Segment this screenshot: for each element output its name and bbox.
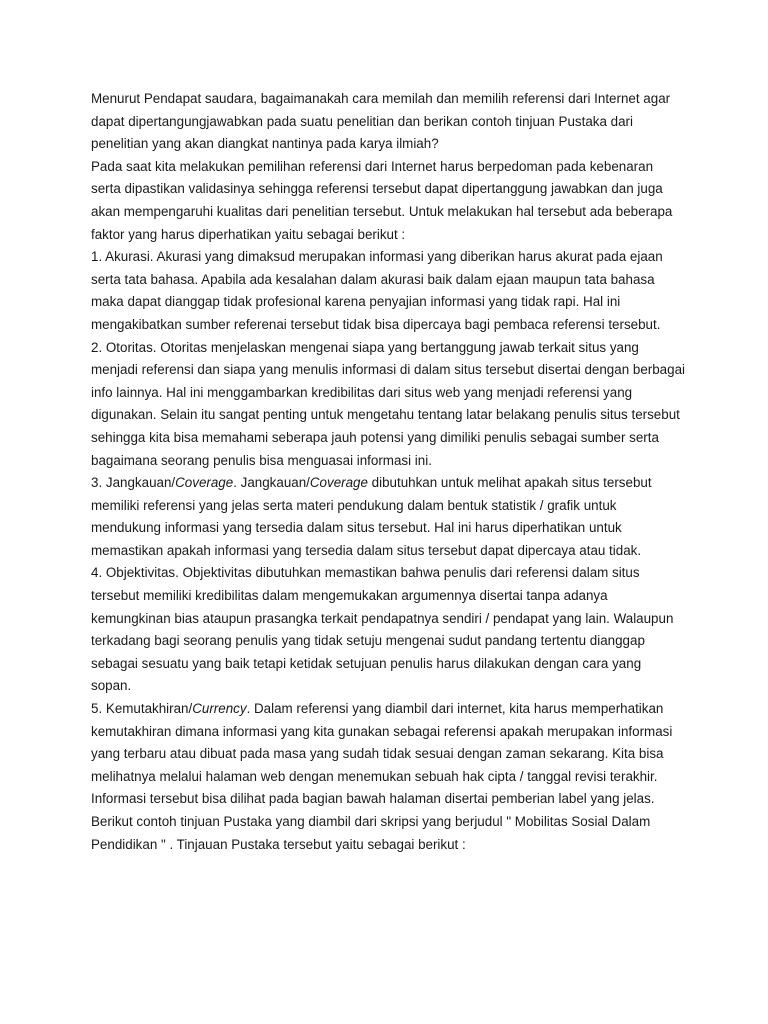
list-item-accuracy bbox=[91, 246, 685, 336]
item-lead: 1. Akurasi. bbox=[91, 249, 154, 265]
question-paragraph: Menurut Pendapat saudara, bagaimanakah cara memilah dan memilih referensi dari Internet agar dapat dipertangungjawabkan pada suatu penelitian dan berikan contoh tinjuan Pustaka dari penelitian yang akan diangkat nantinya pada karya ilmiah? bbox=[91, 91, 671, 152]
list-item-coverage bbox=[91, 472, 685, 562]
item-lead: 3. Jangkauan/ bbox=[91, 475, 176, 491]
item-body-a: . Jangkauan/ bbox=[233, 475, 310, 491]
list-item-currency bbox=[91, 698, 685, 811]
item-body: Otoritas menjelaskan mengenai siapa yang bertanggung jawab terkait situs yang menjadi referensi dan siapa yang menulis informasi di dalam situs tersebut disertai dengan berbagai info lainnya. Hal ini menggambarkan kredibilitas dari situs web yang menjadi referensi yang digunakan. Selain itu sangat penting untuk mengetahu tentang latar belakang penulis situs tersebut sehingga kita bisa memahami seberapa jauh potensi yang dimiliki penulis sebagai sumber serta bagaimana seorang penulis bisa menguasai informasi ini. bbox=[91, 339, 685, 468]
document-page bbox=[91, 88, 685, 856]
item-body: Objektivitas dibutuhkan memastikan bahwa penulis dari referensi dalam situs tersebut memiliki kredibilitas dalam mengemukakan argumennya disertai tanpa adanya kemungkinan bias ataupun prasangka terkait pendapatnya sendiri / pendapat yang lain. Walaupun terkadang bagi seorang penulis yang tidak setuju mengenai sudut pandang tertentu dianggap sebagai sesuatu yang baik tetapi ketidak setujuan penulis harus dilakukan dengan cara yang sopan. bbox=[91, 565, 674, 694]
item-lead: 5. Kemutakhiran/ bbox=[91, 701, 193, 717]
item-lead-italic: Coverage bbox=[175, 475, 234, 491]
item-lead-italic: Currency bbox=[192, 701, 247, 717]
item-lead: 4. Objektivitas. bbox=[91, 565, 179, 581]
item-body-italic: Coverage bbox=[309, 475, 368, 491]
list-item-objectivity bbox=[91, 562, 685, 698]
intro-paragraph: Pada saat kita melakukan pemilihan referensi dari Internet harus berpedoman pada kebenaran serta dipastikan validasinya sehingga referensi tersebut dapat dipertanggung jawabkan dan juga akan mempengaruhi kualitas dari penelitian tersebut. Untuk melakukan hal tersebut ada beberapa faktor yang harus diperhatikan yaitu sebagai berikut : bbox=[91, 158, 673, 242]
item-body: dibutuhkan untuk melihat apakah situs tersebut memiliki referensi yang jelas serta materi pendukung dalam bentuk statistik / grafik untuk mendukung informasi yang tersedia dalam situs tersebut. Hal ini harus diperhatikan untuk memastikan apakah informasi yang tersedia dalam situs tersebut dapat dipercaya atau tidak. bbox=[91, 475, 652, 558]
closing-paragraph: Berikut contoh tinjuan Pustaka yang diambil dari skripsi yang berjudul " Mobilitas Sosial Dalam Pendidikan " . Tinjauan Pustaka tersebut yaitu sebagai berikut : bbox=[91, 814, 651, 852]
list-item-authority bbox=[91, 337, 685, 473]
item-body: Akurasi yang dimaksud merupakan informasi yang diberikan harus akurat pada ejaan serta tata bahasa. Apabila ada kesalahan dalam akurasi baik dalam ejaan maupun tata bahasa maka dapat dianggap tidak profesional karena penyajian informasi yang tidak rapi. Hal ini mengakibatkan sumber referenai tersebut tidak bisa dipercaya bagi pembaca referensi tersebut. bbox=[91, 249, 663, 332]
item-body: . Dalam referensi yang diambil dari internet, kita harus memperhatikan kemutakhiran dimana informasi yang kita gunakan sebagai referensi apakah merupakan informasi yang terbaru atau dibuat pada masa yang sudah tidak sesuai dengan zaman sekarang. Kita bisa melihatnya melalui halaman web dengan menemukan sebuah hak cipta / tanggal revisi terakhir. Informasi tersebut bisa dilihat pada bagian bawah halaman disertai pemberian label yang jelas. bbox=[91, 701, 673, 807]
item-lead: 2. Otoritas. bbox=[91, 339, 157, 355]
